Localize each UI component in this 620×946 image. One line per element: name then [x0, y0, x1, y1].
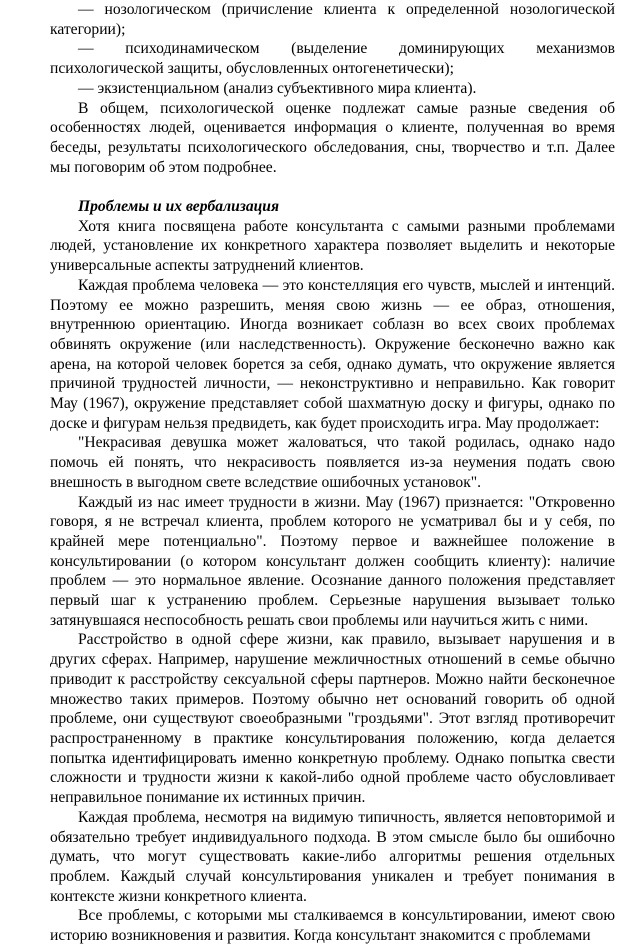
quote-paragraph: "Некрасивая девушка может жаловаться, что такой родилась, однако надо помочь ей понять, что некрасивость появляется из-за неумения подать свою внешность в выгодном свете вследствие ошибочных установок". — [50, 434, 615, 491]
paragraph-2: Каждая проблема человека — это констелляция его чувств, мыслей и интенций. Поэтому ее можно разрешить, меняя свою жизнь — ее образ, отношения, внутреннюю ориентацию. Иногда возникает соблазн во всех своих проблемах обвинять окружение (или наследственность). Окружение бесконечно важно как арена, на которой человек борется за себя, однако думать, что окружение является причиной трудностей личности, — неконструктивно и неправильно. Как говорит Мау (1967), окружение представляет собой шахматную доску и фигуры, однако по доске и фигурам нельзя предвидеть, как будет происходить игра. Мау продолжает: — [50, 276, 615, 432]
paragraph-5: Каждая проблема, несмотря на видимую типичность, является неповторимой и обязательно требует индивидуального подхода. В этом смысле было бы ошибочно думать, что могут существовать какие-либо алгоритмы решения отдельных проблем. Каждый случай консультирования уникален и требует понимания в контексте жизни конкретного клиента. — [50, 808, 615, 905]
list-item-existential: — экзистенциальном (анализ субъективного мира клиента). — [78, 79, 477, 97]
section-spacer — [50, 177, 615, 197]
paragraph-1: Хотя книга посвящена работе консультанта с самыми разными проблемами людей, установление их конкретного характера позволяет выделить и некоторые универсальные аспекты затруднений клиентов. — [50, 217, 615, 275]
document-page — [50, 0, 615, 946]
section-heading: Проблемы и их вербализация — [78, 198, 279, 216]
paragraph-assessment: В общем, психологической оценке подлежат самые разные сведения об особенностях людей, оценивается информация о клиенте, полученная во время беседы, результаты психологического обследования, сны, творчество и т.п. Далее мы поговорим об этом подробнее. — [50, 99, 615, 176]
list-item-psychodynamic: — психодинамическом (выделение доминирующих механизмов психологической защиты, обусловленных онтогенетически); — [50, 40, 615, 78]
list-item-nosological: — нозологическом (причисление клиента к определенной нозологической категории); — [50, 1, 615, 38]
paragraph-3: Каждый из нас имеет трудности в жизни. Мау (1967) признается: "Откровенно говоря, я не встречал клиента, проблем которого не усматривал бы и у себя, по крайней мере потенциально". Поэтому первое и важнейшее положение в консультировании (о котором консультант должен сообщить клиенту): наличие проблем — это нормальное явление. Осознание данного положения представляет первый шаг к устранению проблем. Серьезные нарушения вызывает только затянувшаяся неспособность решать свои проблемы или научиться жить с ними. — [50, 493, 615, 629]
paragraph-6: Все проблемы, с которыми мы сталкиваемся в консультировании, имеют свою историю возникновения и развития. Когда консультант знакомится с проблемами — [50, 907, 615, 945]
paragraph-4: Расстройство в одной сфере жизни, как правило, вызывает нарушения и в других сферах. Например, нарушение межличностных отношений в семье обычно приводит к расстройству сексуальной сферы партнеров. Можно найти бесконечное множество таких примеров. Поэтому обычно нет оснований говорить об одной проблеме, они существуют своеобразными "гроздьями". Этот взгляд противоречит распространенному в практике консультирования положению, когда делается попытка идентифицировать именно конкретную проблему. Однако попытка свести сложности и трудности жизни к какой-либо одной проблеме часто обусловливает неправильное понимание их истинных причин. — [50, 631, 615, 807]
